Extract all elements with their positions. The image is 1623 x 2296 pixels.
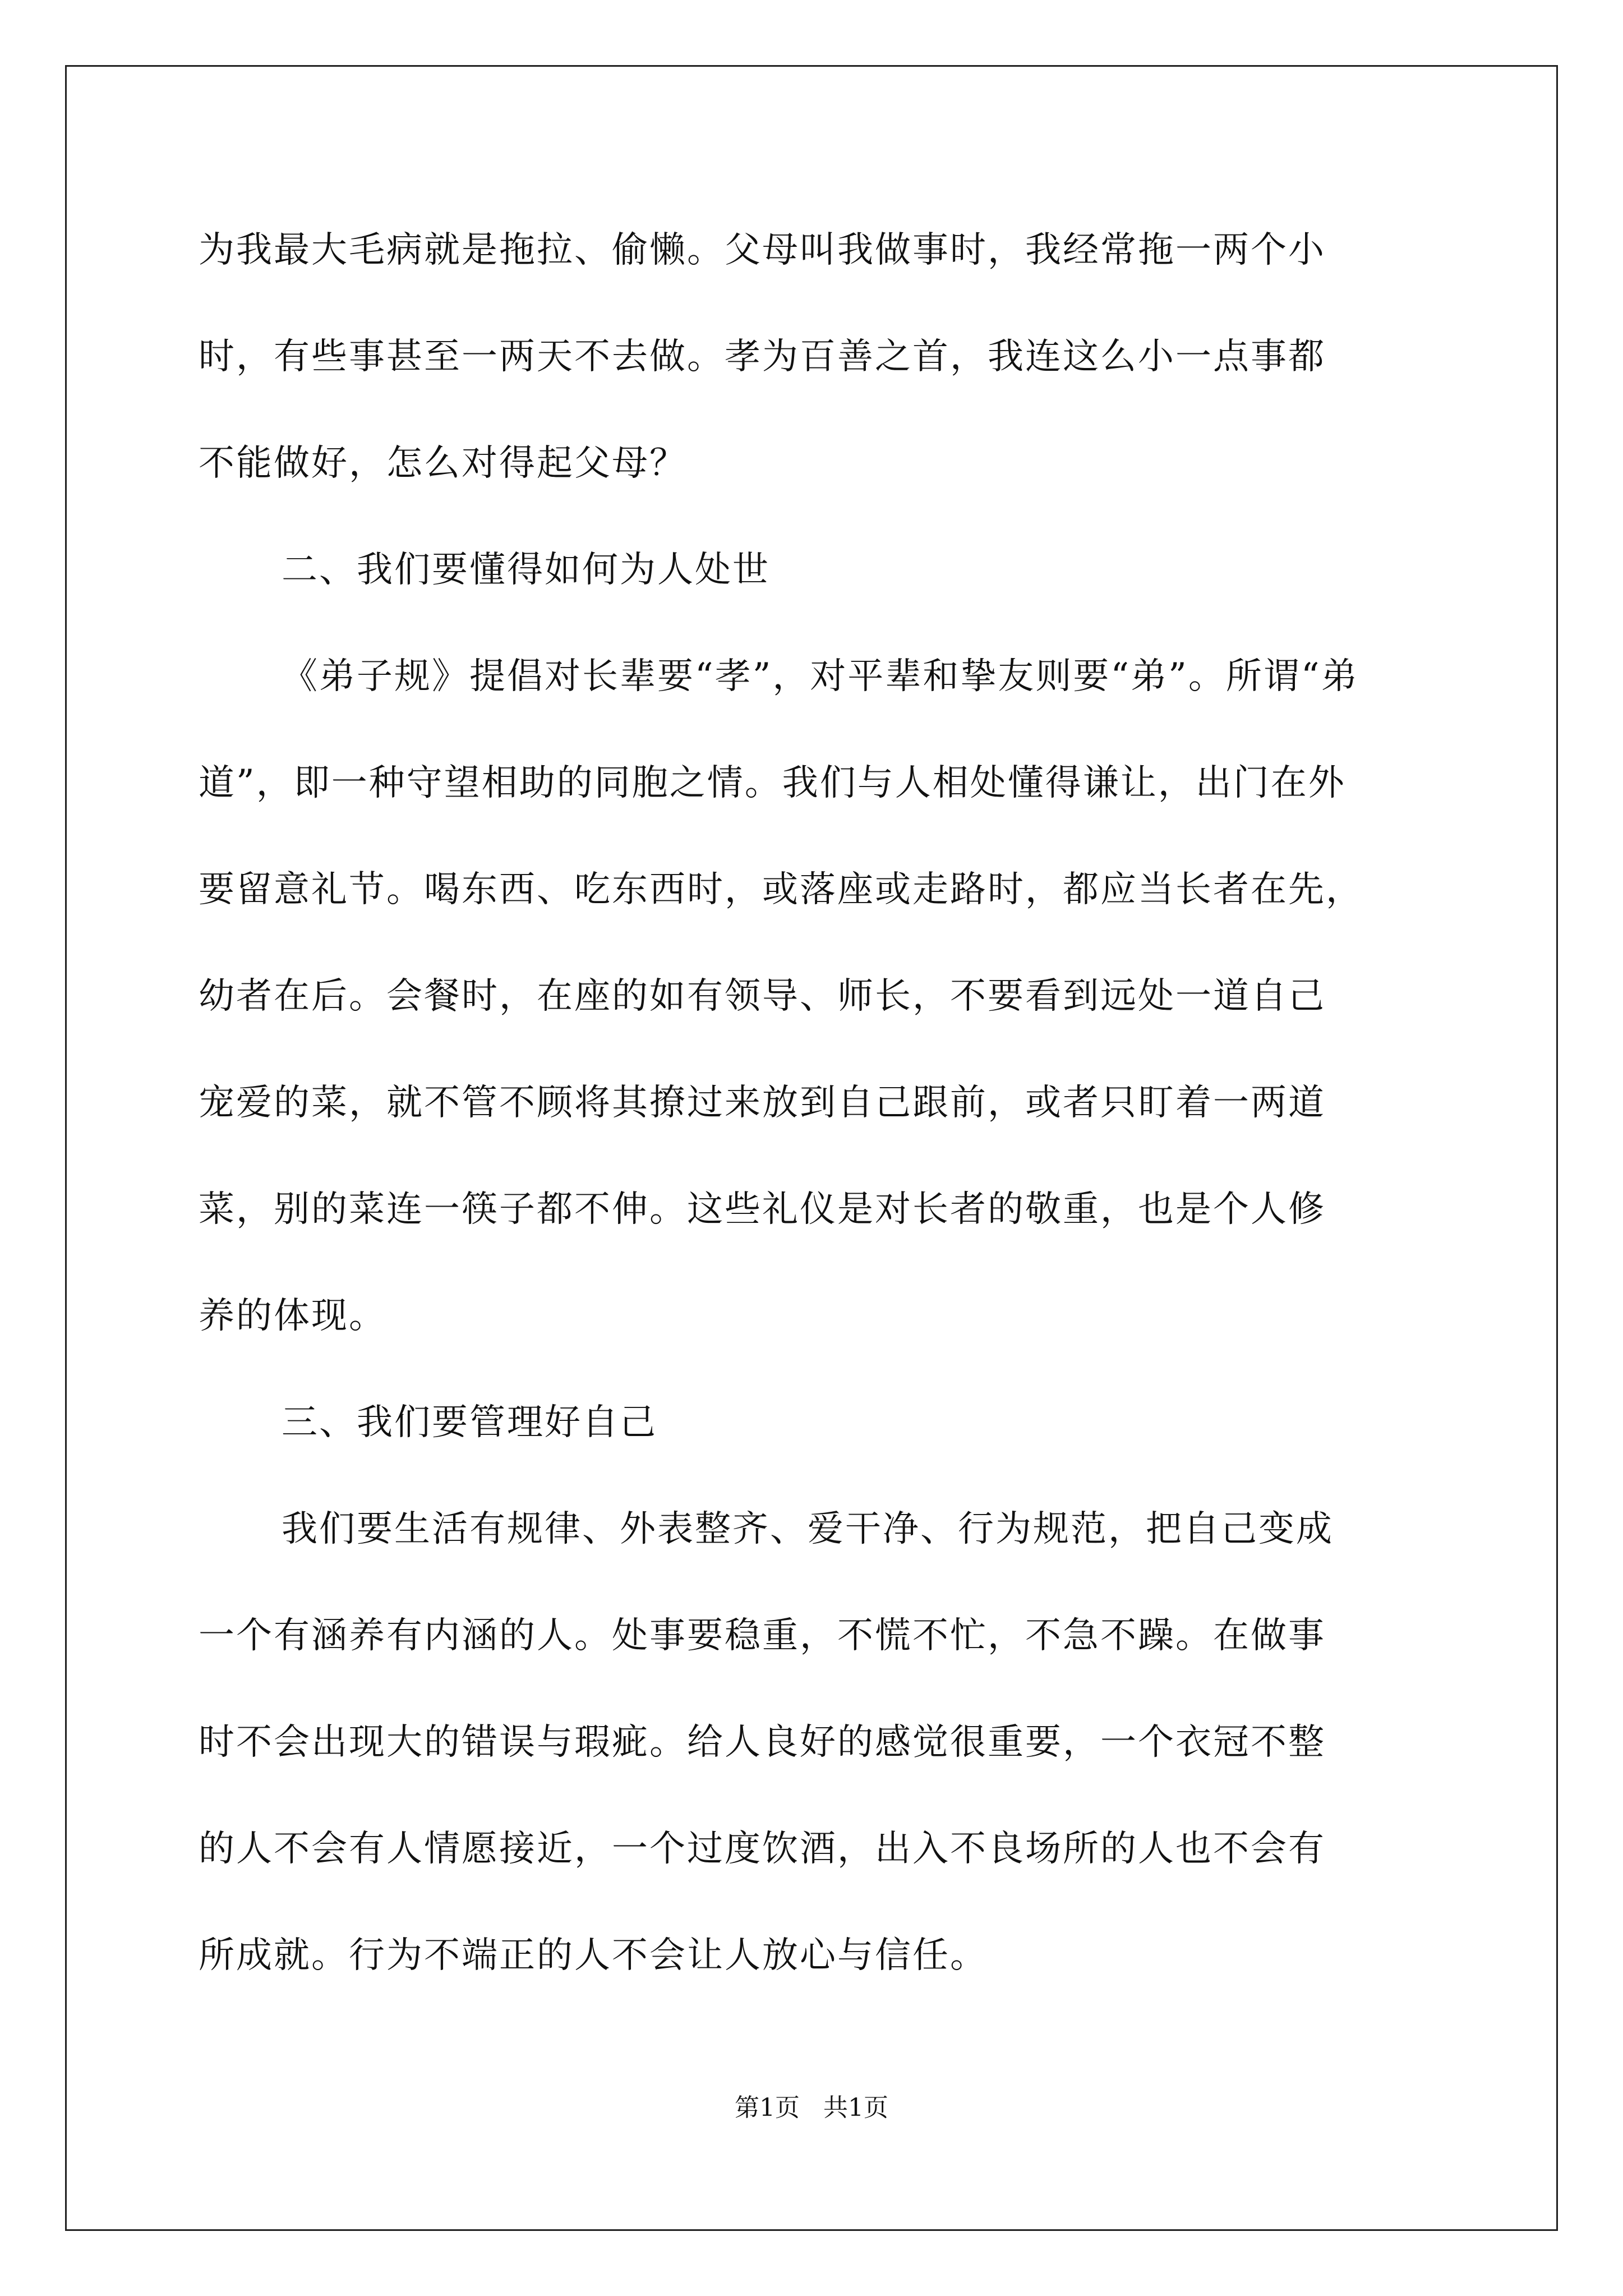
text-line: 养的体现。 (199, 1295, 386, 1337)
text-line: 要留意礼节。喝东西、吃东西时，或落座或走路时，都应当长者在先， (199, 869, 1363, 910)
section-heading: 三、我们要管理好自己 (282, 1402, 657, 1443)
text-line: 菜，别的菜连一筷子都不伸。这些礼仪是对长者的敬重，也是个人修 (199, 1189, 1326, 1230)
text-line: 道”，即一种守望相助的同胞之情。我们与人相处懂得谦让，出门在外 (199, 762, 1346, 804)
text-line: 幼者在后。会餐时，在座的如有领导、师长，不要看到远处一道自己 (199, 976, 1326, 1017)
text-line: 一个有涵养有内涵的人。处事要稳重，不慌不忙，不急不躁。在做事 (199, 1615, 1326, 1657)
text-line: 宠爱的菜，就不管不顾将其撩过来放到自己跟前，或者只盯着一两道 (199, 1082, 1326, 1124)
text-line: 我们要生活有规律、外表整齐、爱干净、行为规范，把自己变成 (282, 1508, 1334, 1550)
page-footer: 第1页 共1页 (735, 2093, 888, 2122)
text-line: 时，有些事甚至一两天不去做。孝为百善之首，我连这么小一点事都 (199, 336, 1326, 378)
text-line: 为我最大毛病就是拖拉、偷懒。父母叫我做事时，我经常拖一两个小 (199, 229, 1326, 271)
text-line: 所成就。行为不端正的人不会让人放心与信任。 (199, 1935, 988, 1976)
section-heading: 二、我们要懂得如何为人处世 (282, 549, 770, 591)
page-border (65, 65, 1558, 2231)
text-line: 的人不会有人情愿接近，一个过度饮酒，出入不良场所的人也不会有 (199, 1828, 1326, 1870)
text-line: 不能做好，怎么对得起父母？ (199, 443, 687, 484)
text-line: 《弟子规》提倡对长辈要“孝”，对平辈和挚友则要“弟”。所谓“弟 (282, 656, 1359, 697)
text-line: 时不会出现大的错误与瑕疵。给人良好的感觉很重要，一个衣冠不整 (199, 1722, 1326, 1763)
